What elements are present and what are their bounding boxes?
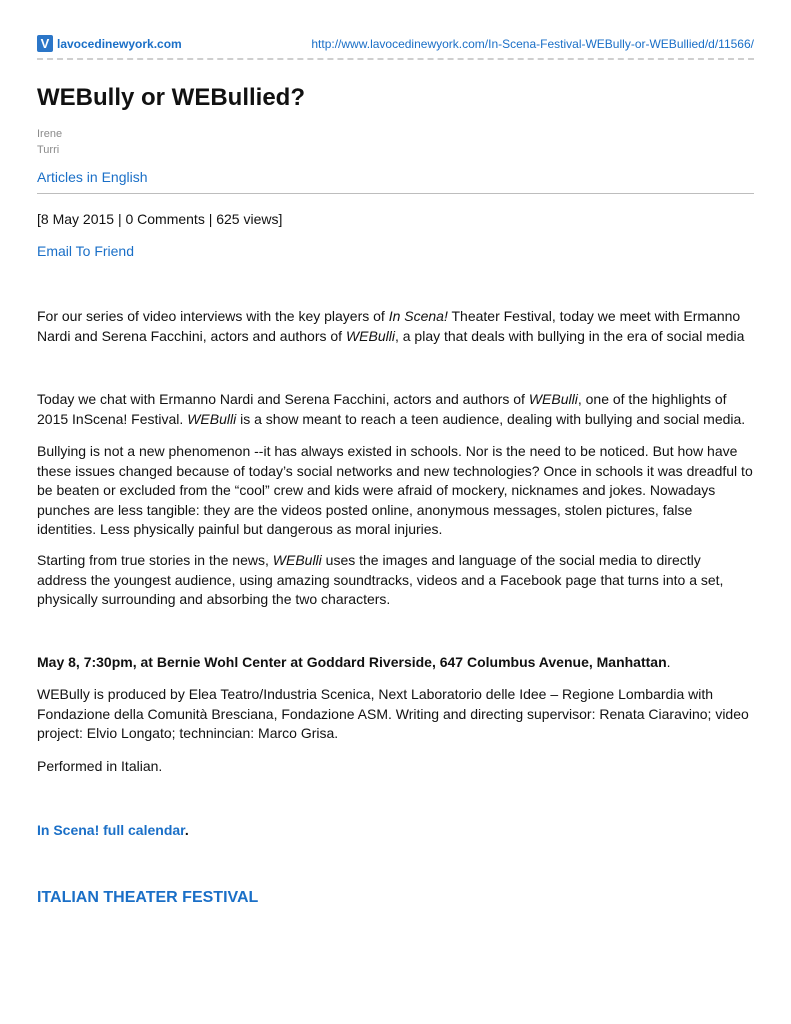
event-line: May 8, 7:30pm, at Bernie Wohl Center at Goddard Riverside, 647 Columbus Avenue, Manhattan — [37, 654, 667, 670]
article-meta: [8 May 2015 | 0 Comments | 625 views] — [37, 211, 283, 227]
category-link[interactable]: Articles in English — [37, 169, 148, 185]
paragraph-1 — [37, 390, 754, 429]
language-note: Performed in Italian. — [37, 758, 163, 774]
event-period: . — [666, 654, 671, 670]
intro-italic-festival: In Scena! — [388, 308, 448, 324]
author-first-name: Irene — [37, 128, 63, 140]
site-link[interactable]: lavocedinewyork.com — [57, 37, 182, 51]
intro-paragraph — [37, 307, 754, 346]
paragraph-3 — [37, 551, 754, 610]
email-to-friend-link[interactable]: Email To Friend — [37, 243, 135, 259]
author-last-name: Turri — [37, 144, 60, 156]
intro-text-e: , a play that deals with bullying in the era of social media — [394, 327, 745, 344]
intro-text-c: Theater Festival, today we meet with Ermanno Nardi and Serena Facchini, actors and authors of — [37, 308, 741, 344]
section-heading-link[interactable]: ITALIAN THEATER FESTIVAL — [37, 889, 259, 906]
p1-italic-d: WEBulli — [187, 410, 237, 427]
author-name[interactable] — [37, 126, 62, 158]
intro-text-a: For our series of video interviews with the key players of — [37, 308, 389, 324]
page-url-link[interactable]: http://www.lavocedinewyork.com/In-Scena-Festival-WEBully-or-WEBullied/d/11566/ — [311, 37, 754, 51]
top-bar — [37, 36, 754, 60]
site-logo-icon[interactable]: V — [37, 35, 53, 52]
divider — [37, 193, 754, 194]
credits-paragraph: WEBully is produced by Elea Teatro/Industria Scenica, Next Laboratorio delle Idee – Regione Lombardia with Fondazione della Comunità Bresciana, Fondazione ASM. Writing and directing supervisor: Renata Ciaravino; video project: Elvio Longato; technincian: Marco Grisa. — [37, 686, 749, 741]
p1-text-a: Today we chat with Ermanno Nardi and Serena Facchini, actors and authors of — [37, 391, 529, 407]
calendar-paragraph — [37, 821, 754, 841]
p3-text-c: uses the images and language of the social media to directly address the youngest audience, using amazing soundtracks, videos and a Facebook page that turns into a set, physically surrounding and absorbing the two characters. — [37, 552, 724, 607]
calendar-period: . — [184, 822, 189, 838]
calendar-link[interactable]: In Scena! full calendar — [37, 822, 185, 838]
p3-italic-b: WEBulli — [272, 552, 322, 568]
article-title: WEBully or WEBullied? — [37, 84, 305, 111]
paragraph-2: Bullying is not a new phenomenon --it has always existed in schools. Nor is the need to be noticed. But how have these issues changed because of today’s social networks and new technologies? Once in schools it was dreadful to be beaten or excluded from the “cool” crew and kids were afraid of mockery, nicknames and jokes. Nowadays punches are less tangible: they are the videos posted online, anonymous messages, stolen pictures, false identities. Less physically painful but dangerous as moral injuries. — [37, 443, 753, 537]
intro-italic-play: WEBulli — [345, 327, 395, 344]
event-details — [37, 653, 754, 673]
p1-text-c: , one of the highlights of 2015 InScena! Festival. — [37, 391, 727, 427]
p1-italic-b: WEBulli — [528, 391, 578, 407]
p3-text-a: Starting from true stories in the news, — [37, 552, 273, 568]
p1-text-e: is a show meant to reach a teen audience, dealing with bullying and social media. — [236, 410, 746, 427]
